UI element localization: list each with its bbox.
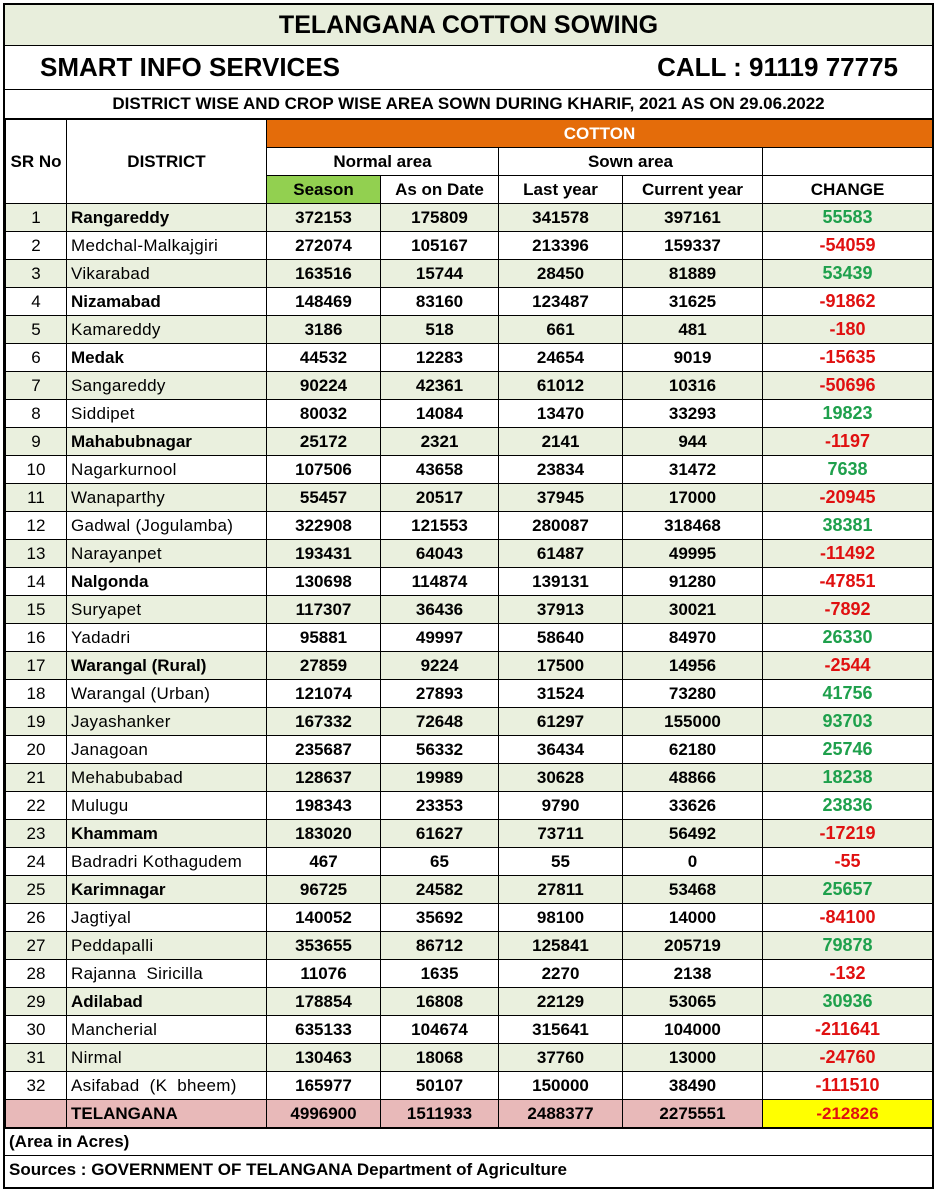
normal-area-header: Normal area <box>267 148 499 176</box>
as-on-date-cell: 64043 <box>381 540 499 568</box>
table-row <box>6 736 933 764</box>
season-cell: 353655 <box>267 932 381 960</box>
table-row <box>6 932 933 960</box>
change-cell: -11492 <box>763 540 933 568</box>
current-year-cell: 62180 <box>623 736 763 764</box>
table-row <box>6 1044 933 1072</box>
last-year-cell: 341578 <box>499 204 623 232</box>
sr-no-cell: 1 <box>6 204 67 232</box>
season-cell: 117307 <box>267 596 381 624</box>
season-cell: 130698 <box>267 568 381 596</box>
table-row <box>6 428 933 456</box>
sr-no-cell: 17 <box>6 652 67 680</box>
district-cell: Nirmal <box>67 1044 267 1072</box>
current-year-cell: 73280 <box>623 680 763 708</box>
change-cell: -55 <box>763 848 933 876</box>
change-cell: -132 <box>763 960 933 988</box>
district-cell: Warangal (Urban) <box>67 680 267 708</box>
season-cell: 635133 <box>267 1016 381 1044</box>
table-row <box>6 260 933 288</box>
change-cell: -180 <box>763 316 933 344</box>
sr-no-cell: 4 <box>6 288 67 316</box>
last-year-cell: 2270 <box>499 960 623 988</box>
current-year-cell: 944 <box>623 428 763 456</box>
season-cell: 198343 <box>267 792 381 820</box>
as-on-date-cell: 50107 <box>381 1072 499 1100</box>
as-on-date-cell: 23353 <box>381 792 499 820</box>
as-on-date-cell: 518 <box>381 316 499 344</box>
current-year-cell: 17000 <box>623 484 763 512</box>
current-year-cell: 91280 <box>623 568 763 596</box>
brand-bar <box>5 46 932 90</box>
district-cell: Narayanpet <box>67 540 267 568</box>
col-season: Season <box>267 176 381 204</box>
as-on-date-cell: 61627 <box>381 820 499 848</box>
sr-no-cell: 11 <box>6 484 67 512</box>
district-cell: Nagarkurnool <box>67 456 267 484</box>
last-year-cell: 123487 <box>499 288 623 316</box>
table-body <box>6 204 933 1100</box>
sr-no-cell: 14 <box>6 568 67 596</box>
total-change: -212826 <box>763 1100 933 1128</box>
sr-no-cell: 27 <box>6 932 67 960</box>
change-cell: -211641 <box>763 1016 933 1044</box>
last-year-cell: 13470 <box>499 400 623 428</box>
total-row <box>6 1100 933 1128</box>
last-year-cell: 31524 <box>499 680 623 708</box>
season-cell: 130463 <box>267 1044 381 1072</box>
current-year-cell: 33626 <box>623 792 763 820</box>
as-on-date-cell: 15744 <box>381 260 499 288</box>
season-cell: 140052 <box>267 904 381 932</box>
total-as-on-date: 1511933 <box>381 1100 499 1128</box>
as-on-date-cell: 36436 <box>381 596 499 624</box>
table-row <box>6 1072 933 1100</box>
last-year-cell: 661 <box>499 316 623 344</box>
last-year-cell: 28450 <box>499 260 623 288</box>
col-sr-no: SR No <box>6 120 67 204</box>
last-year-cell: 58640 <box>499 624 623 652</box>
last-year-cell: 36434 <box>499 736 623 764</box>
sr-no-cell: 15 <box>6 596 67 624</box>
change-cell: 18238 <box>763 764 933 792</box>
current-year-cell: 9019 <box>623 344 763 372</box>
report-title: TELANGANA COTTON SOWING <box>5 5 932 46</box>
season-cell: 167332 <box>267 708 381 736</box>
current-year-cell: 397161 <box>623 204 763 232</box>
change-cell: -91862 <box>763 288 933 316</box>
last-year-cell: 61012 <box>499 372 623 400</box>
season-cell: 121074 <box>267 680 381 708</box>
sr-no-cell: 10 <box>6 456 67 484</box>
district-cell: Sangareddy <box>67 372 267 400</box>
season-cell: 3186 <box>267 316 381 344</box>
change-cell: -47851 <box>763 568 933 596</box>
change-cell: 23836 <box>763 792 933 820</box>
cotton-sowing-table <box>5 119 933 1128</box>
last-year-cell: 125841 <box>499 932 623 960</box>
report-sheet <box>3 3 934 1189</box>
sr-no-cell: 6 <box>6 344 67 372</box>
last-year-cell: 22129 <box>499 988 623 1016</box>
table-row <box>6 204 933 232</box>
change-cell: 38381 <box>763 512 933 540</box>
as-on-date-cell: 65 <box>381 848 499 876</box>
sr-no-cell: 9 <box>6 428 67 456</box>
season-cell: 322908 <box>267 512 381 540</box>
current-year-cell: 0 <box>623 848 763 876</box>
as-on-date-cell: 35692 <box>381 904 499 932</box>
as-on-date-cell: 20517 <box>381 484 499 512</box>
season-cell: 25172 <box>267 428 381 456</box>
current-year-cell: 159337 <box>623 232 763 260</box>
last-year-cell: 37913 <box>499 596 623 624</box>
total-last-year: 2488377 <box>499 1100 623 1128</box>
table-row <box>6 288 933 316</box>
district-cell: Nizamabad <box>67 288 267 316</box>
sr-no-cell: 30 <box>6 1016 67 1044</box>
season-cell: 148469 <box>267 288 381 316</box>
sr-no-cell: 12 <box>6 512 67 540</box>
as-on-date-cell: 114874 <box>381 568 499 596</box>
season-cell: 163516 <box>267 260 381 288</box>
current-year-cell: 33293 <box>623 400 763 428</box>
district-cell: Nalgonda <box>67 568 267 596</box>
as-on-date-cell: 14084 <box>381 400 499 428</box>
sr-no-cell: 28 <box>6 960 67 988</box>
sr-no-cell: 21 <box>6 764 67 792</box>
sr-no-cell: 7 <box>6 372 67 400</box>
current-year-cell: 2138 <box>623 960 763 988</box>
table-row <box>6 316 933 344</box>
as-on-date-cell: 27893 <box>381 680 499 708</box>
last-year-cell: 61297 <box>499 708 623 736</box>
change-cell: -20945 <box>763 484 933 512</box>
season-cell: 96725 <box>267 876 381 904</box>
last-year-cell: 55 <box>499 848 623 876</box>
change-cell: 55583 <box>763 204 933 232</box>
table-row <box>6 232 933 260</box>
change-cell: 26330 <box>763 624 933 652</box>
current-year-cell: 10316 <box>623 372 763 400</box>
season-cell: 193431 <box>267 540 381 568</box>
last-year-cell: 213396 <box>499 232 623 260</box>
season-cell: 128637 <box>267 764 381 792</box>
as-on-date-cell: 104674 <box>381 1016 499 1044</box>
sr-no-cell: 19 <box>6 708 67 736</box>
season-cell: 235687 <box>267 736 381 764</box>
current-year-cell: 13000 <box>623 1044 763 1072</box>
as-on-date-cell: 1635 <box>381 960 499 988</box>
district-cell: Gadwal (Jogulamba) <box>67 512 267 540</box>
table-row <box>6 540 933 568</box>
season-cell: 165977 <box>267 1072 381 1100</box>
table-row <box>6 512 933 540</box>
change-cell: -54059 <box>763 232 933 260</box>
last-year-cell: 17500 <box>499 652 623 680</box>
as-on-date-cell: 86712 <box>381 932 499 960</box>
table-row <box>6 568 933 596</box>
district-cell: Asifabad (K bheem) <box>67 1072 267 1100</box>
season-cell: 272074 <box>267 232 381 260</box>
last-year-cell: 315641 <box>499 1016 623 1044</box>
table-row <box>6 652 933 680</box>
sr-no-cell: 31 <box>6 1044 67 1072</box>
col-current-year: Current year <box>623 176 763 204</box>
table-row <box>6 904 933 932</box>
report-subtitle: DISTRICT WISE AND CROP WISE AREA SOWN DURING KHARIF, 2021 AS ON 29.06.2022 <box>5 90 932 119</box>
table-row <box>6 400 933 428</box>
sown-area-header: Sown area <box>499 148 763 176</box>
district-cell: Khammam <box>67 820 267 848</box>
sr-no-cell: 25 <box>6 876 67 904</box>
table-row <box>6 764 933 792</box>
change-cell: -1197 <box>763 428 933 456</box>
sr-no-cell: 3 <box>6 260 67 288</box>
last-year-cell: 73711 <box>499 820 623 848</box>
sr-no-cell: 23 <box>6 820 67 848</box>
as-on-date-cell: 83160 <box>381 288 499 316</box>
current-year-cell: 14000 <box>623 904 763 932</box>
change-cell: 30936 <box>763 988 933 1016</box>
last-year-cell: 23834 <box>499 456 623 484</box>
current-year-cell: 481 <box>623 316 763 344</box>
last-year-cell: 150000 <box>499 1072 623 1100</box>
last-year-cell: 280087 <box>499 512 623 540</box>
sr-no-cell: 2 <box>6 232 67 260</box>
change-cell: 7638 <box>763 456 933 484</box>
table-row <box>6 596 933 624</box>
season-cell: 372153 <box>267 204 381 232</box>
as-on-date-cell: 16808 <box>381 988 499 1016</box>
sr-no-cell: 24 <box>6 848 67 876</box>
change-cell: 41756 <box>763 680 933 708</box>
current-year-cell: 318468 <box>623 512 763 540</box>
district-cell: Siddipet <box>67 400 267 428</box>
change-cell: 53439 <box>763 260 933 288</box>
as-on-date-cell: 12283 <box>381 344 499 372</box>
sr-no-cell: 13 <box>6 540 67 568</box>
as-on-date-cell: 24582 <box>381 876 499 904</box>
sr-no-cell: 29 <box>6 988 67 1016</box>
last-year-cell: 98100 <box>499 904 623 932</box>
sr-no-cell: 16 <box>6 624 67 652</box>
current-year-cell: 205719 <box>623 932 763 960</box>
as-on-date-cell: 49997 <box>381 624 499 652</box>
change-cell: -111510 <box>763 1072 933 1100</box>
change-cell: 25746 <box>763 736 933 764</box>
district-cell: Jayashanker <box>67 708 267 736</box>
district-cell: Mulugu <box>67 792 267 820</box>
district-cell: Yadadri <box>67 624 267 652</box>
table-row <box>6 1016 933 1044</box>
as-on-date-cell: 2321 <box>381 428 499 456</box>
season-cell: 80032 <box>267 400 381 428</box>
district-cell: Wanaparthy <box>67 484 267 512</box>
change-cell: -2544 <box>763 652 933 680</box>
district-cell: Adilabad <box>67 988 267 1016</box>
sr-no-cell: 5 <box>6 316 67 344</box>
district-cell: Kamareddy <box>67 316 267 344</box>
total-current-year: 2275551 <box>623 1100 763 1128</box>
as-on-date-cell: 56332 <box>381 736 499 764</box>
table-row <box>6 624 933 652</box>
table-row <box>6 372 933 400</box>
total-sr <box>6 1100 67 1128</box>
change-cell: 25657 <box>763 876 933 904</box>
district-cell: Medchal-Malkajgiri <box>67 232 267 260</box>
change-group-header <box>763 148 933 176</box>
district-cell: Warangal (Rural) <box>67 652 267 680</box>
current-year-cell: 53065 <box>623 988 763 1016</box>
change-cell: -15635 <box>763 344 933 372</box>
district-cell: Peddapalli <box>67 932 267 960</box>
sr-no-cell: 8 <box>6 400 67 428</box>
change-cell: 19823 <box>763 400 933 428</box>
last-year-cell: 9790 <box>499 792 623 820</box>
season-cell: 183020 <box>267 820 381 848</box>
season-cell: 90224 <box>267 372 381 400</box>
table-row <box>6 344 933 372</box>
current-year-cell: 30021 <box>623 596 763 624</box>
season-cell: 107506 <box>267 456 381 484</box>
current-year-cell: 53468 <box>623 876 763 904</box>
district-cell: Mehabubabad <box>67 764 267 792</box>
last-year-cell: 27811 <box>499 876 623 904</box>
last-year-cell: 37945 <box>499 484 623 512</box>
last-year-cell: 24654 <box>499 344 623 372</box>
as-on-date-cell: 43658 <box>381 456 499 484</box>
district-cell: Suryapet <box>67 596 267 624</box>
sr-no-cell: 20 <box>6 736 67 764</box>
current-year-cell: 56492 <box>623 820 763 848</box>
table-row <box>6 456 933 484</box>
sr-no-cell: 18 <box>6 680 67 708</box>
col-district: DISTRICT <box>67 120 267 204</box>
district-cell: Janagoan <box>67 736 267 764</box>
current-year-cell: 81889 <box>623 260 763 288</box>
current-year-cell: 155000 <box>623 708 763 736</box>
last-year-cell: 61487 <box>499 540 623 568</box>
table-row <box>6 484 933 512</box>
current-year-cell: 84970 <box>623 624 763 652</box>
current-year-cell: 104000 <box>623 1016 763 1044</box>
current-year-cell: 14956 <box>623 652 763 680</box>
as-on-date-cell: 121553 <box>381 512 499 540</box>
table-row <box>6 960 933 988</box>
last-year-cell: 139131 <box>499 568 623 596</box>
district-cell: Medak <box>67 344 267 372</box>
district-cell: Mahabubnagar <box>67 428 267 456</box>
total-season: 4996900 <box>267 1100 381 1128</box>
sr-no-cell: 32 <box>6 1072 67 1100</box>
col-last-year: Last year <box>499 176 623 204</box>
district-cell: Rajanna Siricilla <box>67 960 267 988</box>
col-change: CHANGE <box>763 176 933 204</box>
current-year-cell: 48866 <box>623 764 763 792</box>
last-year-cell: 37760 <box>499 1044 623 1072</box>
district-cell: Badradri Kothagudem <box>67 848 267 876</box>
table-row <box>6 848 933 876</box>
as-on-date-cell: 175809 <box>381 204 499 232</box>
district-cell: Vikarabad <box>67 260 267 288</box>
current-year-cell: 31472 <box>623 456 763 484</box>
season-cell: 11076 <box>267 960 381 988</box>
district-cell: Karimnagar <box>67 876 267 904</box>
crop-header: COTTON <box>267 120 933 148</box>
change-cell: -24760 <box>763 1044 933 1072</box>
table-row <box>6 876 933 904</box>
season-cell: 44532 <box>267 344 381 372</box>
sr-no-cell: 22 <box>6 792 67 820</box>
as-on-date-cell: 18068 <box>381 1044 499 1072</box>
change-cell: -17219 <box>763 820 933 848</box>
change-cell: -7892 <box>763 596 933 624</box>
change-cell: 93703 <box>763 708 933 736</box>
col-as-on-date: As on Date <box>381 176 499 204</box>
season-cell: 27859 <box>267 652 381 680</box>
current-year-cell: 38490 <box>623 1072 763 1100</box>
units-note: (Area in Acres) <box>5 1128 932 1156</box>
last-year-cell: 2141 <box>499 428 623 456</box>
season-cell: 55457 <box>267 484 381 512</box>
as-on-date-cell: 9224 <box>381 652 499 680</box>
source-note: Sources : GOVERNMENT OF TELANGANA Department of Agriculture <box>9 1160 567 1179</box>
current-year-cell: 49995 <box>623 540 763 568</box>
total-label: TELANGANA <box>67 1100 267 1128</box>
call-number: CALL : 91119 77775 <box>657 52 898 82</box>
district-cell: Mancherial <box>67 1016 267 1044</box>
change-cell: -50696 <box>763 372 933 400</box>
table-header <box>6 120 933 204</box>
as-on-date-cell: 19989 <box>381 764 499 792</box>
season-cell: 467 <box>267 848 381 876</box>
district-cell: Rangareddy <box>67 204 267 232</box>
current-year-cell: 31625 <box>623 288 763 316</box>
season-cell: 95881 <box>267 624 381 652</box>
table-row <box>6 708 933 736</box>
brand-name: SMART INFO SERVICES <box>40 52 341 82</box>
last-year-cell: 30628 <box>499 764 623 792</box>
table-row <box>6 680 933 708</box>
as-on-date-cell: 105167 <box>381 232 499 260</box>
as-on-date-cell: 42361 <box>381 372 499 400</box>
district-cell: Jagtiyal <box>67 904 267 932</box>
change-cell: -84100 <box>763 904 933 932</box>
table-row <box>6 820 933 848</box>
table-row <box>6 792 933 820</box>
table-row <box>6 988 933 1016</box>
season-cell: 178854 <box>267 988 381 1016</box>
change-cell: 79878 <box>763 932 933 960</box>
as-on-date-cell: 72648 <box>381 708 499 736</box>
sr-no-cell: 26 <box>6 904 67 932</box>
